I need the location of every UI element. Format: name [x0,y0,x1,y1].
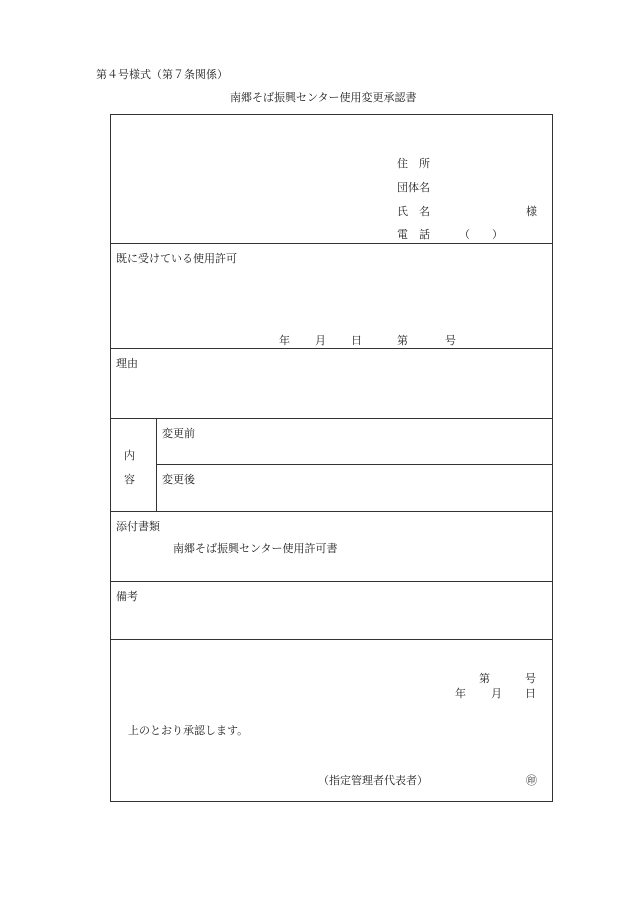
seal-icon: ㊞ [526,774,537,787]
approval-statement: 上のとおり承認します。 [128,724,249,737]
permit-number-prefix: 第 [397,334,408,347]
permit-year-label: 年 [279,334,290,347]
approver-title: （指定管理者代表者） [318,774,428,787]
approval-month-label: 月 [491,687,502,700]
permit-number-suffix: 号 [445,334,456,347]
honorific-label: 様 [526,205,537,218]
phone-area-code-parens: （ ） [459,228,503,241]
divider [111,348,552,349]
permit-month-label: 月 [315,334,326,347]
attachments-label: 添付書類 [116,520,160,533]
attachment-item: 南郷そば振興センター使用許可書 [173,542,338,555]
approval-number-prefix: 第 [479,672,490,685]
reason-label: 理由 [116,357,138,370]
content-label-top: 内 [124,449,135,462]
content-label-bottom: 容 [124,473,135,486]
remarks-label: 備考 [116,590,138,603]
divider [111,639,552,640]
approval-day-label: 日 [525,687,536,700]
before-change-label: 変更前 [162,427,195,440]
divider [156,464,552,465]
existing-permit-label: 既に受けている使用許可 [116,252,237,265]
form-number-label: 第４号様式（第７条関係） [96,68,228,81]
name-label: 氏 名 [397,205,430,218]
address-label: 住 所 [397,157,430,170]
approval-number-suffix: 号 [525,672,536,685]
document-title: 南郷そば振興センター使用変更承認書 [230,91,417,104]
form-frame [110,114,553,802]
permit-day-label: 日 [351,334,362,347]
divider [111,243,552,244]
divider [111,581,552,582]
phone-label: 電 話 [397,228,430,241]
group-name-label: 団体名 [397,181,430,194]
divider [111,511,552,512]
divider [111,418,552,419]
approval-year-label: 年 [455,687,466,700]
after-change-label: 変更後 [162,473,195,486]
